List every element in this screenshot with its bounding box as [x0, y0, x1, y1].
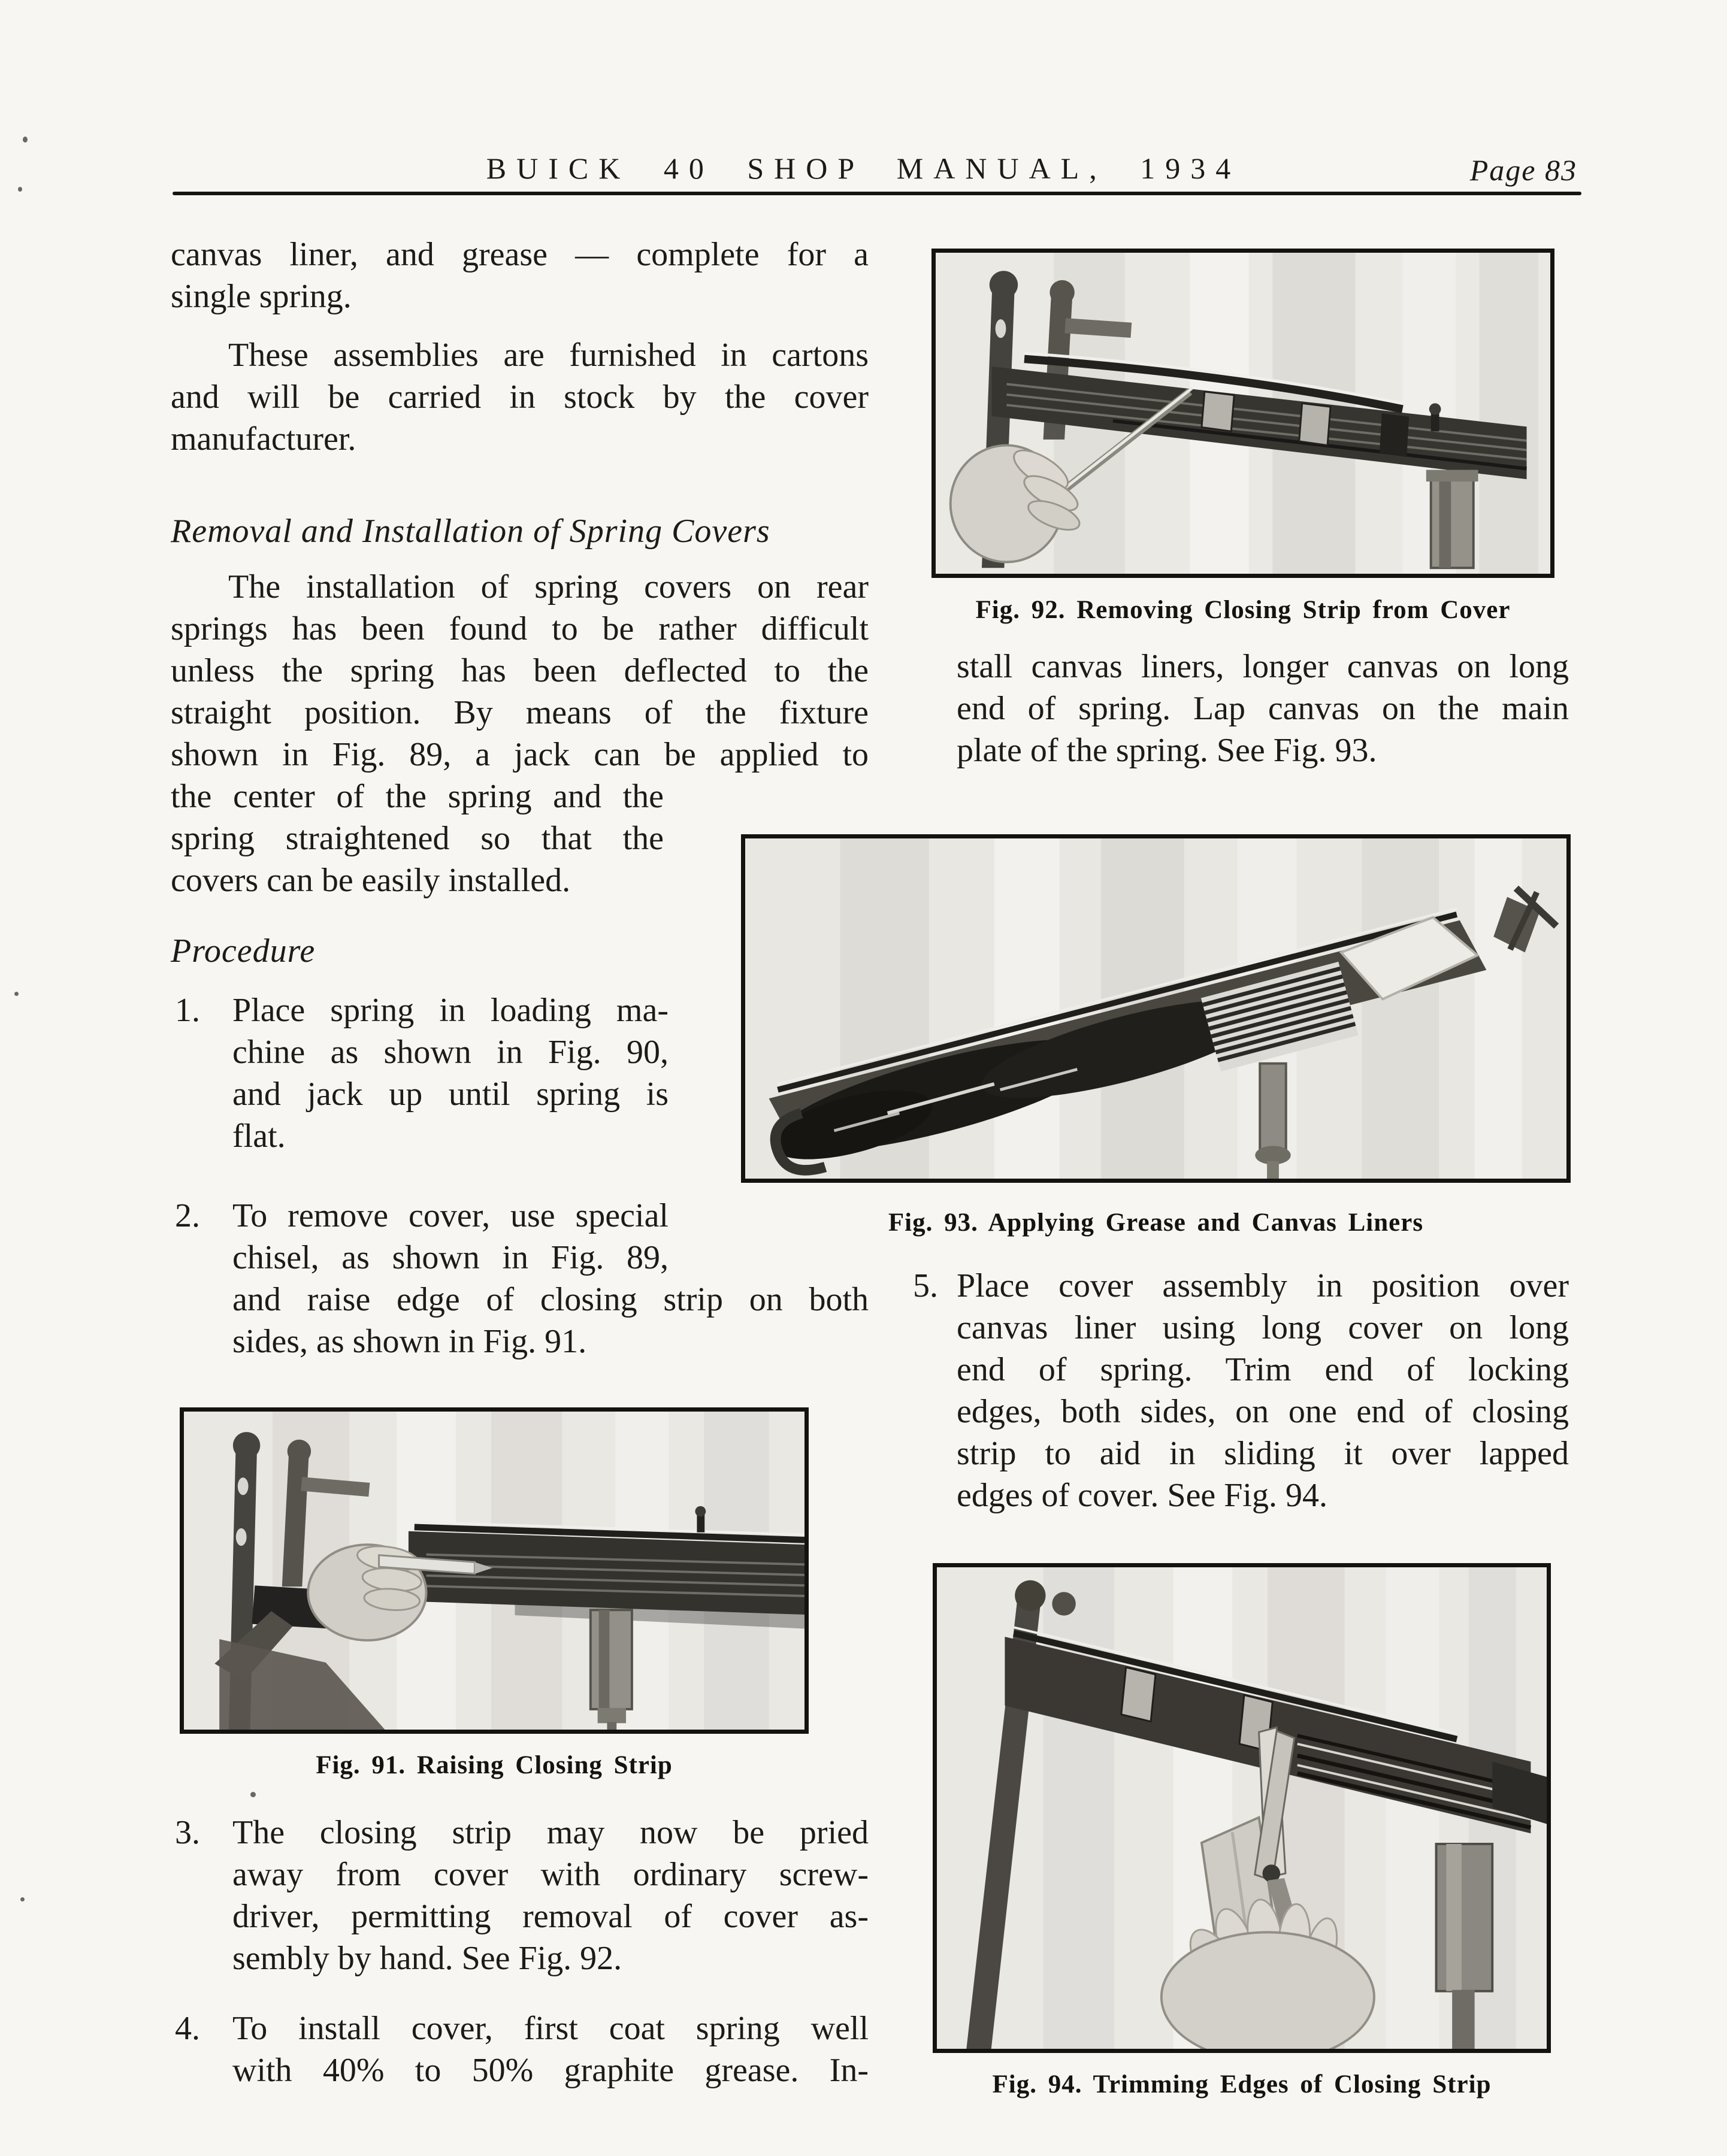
text-line: To install cover, first coat spring well — [232, 2010, 869, 2047]
text-line: straight position. By means of the fixture — [171, 694, 869, 731]
list-number-4: 4. — [175, 2010, 200, 2047]
fig93-halftone-photo — [745, 838, 1566, 1179]
list-item-1 — [232, 989, 669, 1157]
figure-91-caption: Fig. 91. Raising Closing Strip — [316, 1751, 673, 1779]
text-line: Place cover assembly in position over — [957, 1267, 1569, 1304]
paragraph-canvas-liner — [171, 234, 869, 317]
figure-94-caption: Fig. 94. Trimming Edges of Closing Strip — [992, 2070, 1492, 2099]
list-item-5 — [957, 1265, 1569, 1516]
figure-92-photo — [931, 249, 1554, 578]
text-line: manufacturer. — [171, 420, 356, 458]
figure-94-photo — [933, 1563, 1551, 2053]
text-line: These assemblies are furnished in cartons — [228, 337, 869, 374]
text-line: covers can be easily installed. — [171, 862, 571, 899]
text-line: springs has been found to be rather difficult — [171, 610, 869, 647]
list-item-3 — [232, 1812, 869, 1979]
text-line: with 40% to 50% graphite grease. In- — [232, 2052, 869, 2089]
text-line: and will be carried in stock by the cover — [171, 378, 869, 416]
text-line: To remove cover, use special — [232, 1197, 669, 1234]
text-line: chine as shown in Fig. 90, — [232, 1034, 669, 1071]
text-line: spring straightened so that the — [171, 820, 664, 857]
text-line: edges of cover. See Fig. 94. — [957, 1477, 1327, 1514]
text-line: The closing strip may now be pried — [232, 1814, 869, 1851]
scan-speck — [14, 992, 19, 996]
page-number: Page 83 — [1469, 153, 1577, 187]
list-number-3: 3. — [175, 1814, 200, 1851]
figure-93-photo — [741, 834, 1571, 1183]
scan-speck — [250, 1792, 256, 1797]
header-rule — [173, 192, 1581, 195]
text-line: edges, both sides, on one end of closing — [957, 1393, 1569, 1430]
text-line: stall canvas liners, longer canvas on long — [957, 648, 1569, 685]
scan-speck — [20, 1897, 25, 1901]
text-line: Place spring in loading ma- — [232, 992, 669, 1029]
paragraph-installation-wide — [171, 566, 869, 776]
fig92-halftone-photo — [936, 253, 1550, 574]
figure-92-caption: Fig. 92. Removing Closing Strip from Cover — [975, 596, 1511, 624]
text-line: canvas liner, and grease — complete for a — [171, 236, 869, 273]
text-line: the center of the spring and the — [171, 778, 664, 815]
text-line: unless the spring has been deflected to the — [171, 652, 869, 689]
scan-speck — [23, 137, 28, 143]
text-line: strip to aid in sliding it over lapped — [957, 1435, 1569, 1472]
text-line: away from cover with ordinary screw- — [232, 1856, 869, 1893]
text-line: sembly by hand. See Fig. 92. — [232, 1940, 622, 1977]
list-number-5: 5. — [913, 1267, 938, 1304]
fig91-halftone-photo — [184, 1412, 804, 1730]
text-line: and raise edge of closing strip on both — [232, 1281, 869, 1318]
paragraph-installation-narrow — [171, 776, 664, 901]
list-number-2: 2. — [175, 1197, 200, 1234]
list-item-4 — [232, 2007, 869, 2091]
paragraph-stall-canvas — [957, 646, 1569, 771]
text-line: flat. — [232, 1118, 286, 1155]
text-line: sides, as shown in Fig. 91. — [232, 1323, 587, 1360]
text-line: driver, permitting removal of cover as- — [232, 1898, 869, 1935]
text-line: single spring. — [171, 278, 352, 315]
section-heading-removal-installation: Removal and Installation of Spring Covers — [171, 513, 770, 550]
scan-speck — [18, 187, 22, 192]
text-line: plate of the spring. See Fig. 93. — [957, 732, 1377, 769]
page-title: BUICK 40 SHOP MANUAL, 1934 — [486, 152, 1241, 185]
figure-91-photo — [180, 1407, 809, 1734]
section-heading-procedure: Procedure — [171, 932, 316, 970]
list-item-2-wide — [232, 1279, 869, 1362]
text-line: The installation of spring covers on rear — [228, 568, 869, 605]
paragraph-assemblies — [171, 334, 869, 460]
text-line: end of spring. Lap canvas on the main — [957, 690, 1569, 727]
text-line: and jack up until spring is — [232, 1076, 669, 1113]
fig94-halftone-photo — [937, 1567, 1547, 2049]
text-line: end of spring. Trim end of locking — [957, 1351, 1569, 1388]
figure-93-caption: Fig. 93. Applying Grease and Canvas Liners — [888, 1209, 1424, 1237]
text-line: canvas liner using long cover on long — [957, 1309, 1569, 1346]
list-item-2-narrow — [232, 1195, 669, 1279]
text-line: chisel, as shown in Fig. 89, — [232, 1239, 669, 1276]
list-number-1: 1. — [175, 992, 200, 1029]
text-line: shown in Fig. 89, a jack can be applied to — [171, 736, 869, 773]
